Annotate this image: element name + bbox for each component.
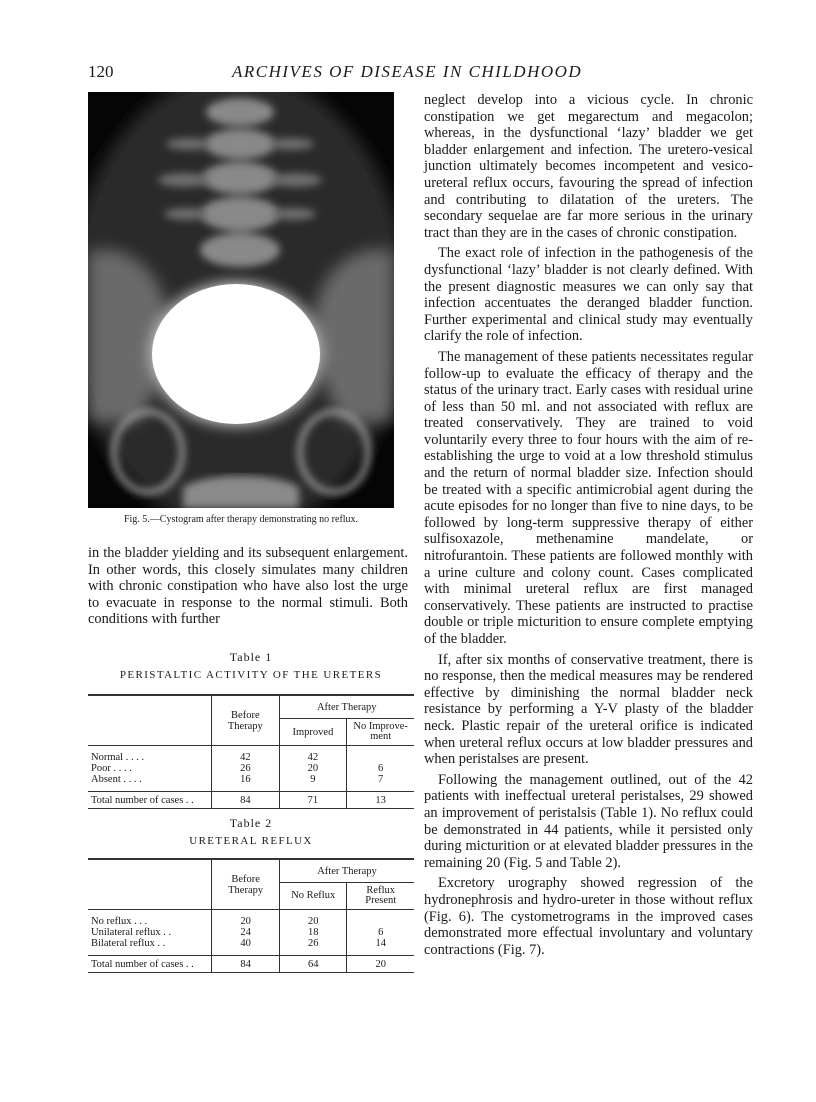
column-header: No Reflux [280, 883, 347, 910]
table-1-grid [88, 694, 414, 809]
column-header: After Therapy [280, 859, 415, 883]
paragraph: The exact role of infection in the pathogenesis of the dysfunctional ‘lazy’ bladder is not clearly defined. With the present diagnostic measures we can only say that infection accentuates the deranged bladder function. Further experimental and clinical study may eventually clarify the role of infection. [424, 245, 753, 345]
column-header: Improved [279, 719, 347, 746]
table-row: Normal . . . . 42 42 [88, 752, 414, 763]
paragraph: in the bladder yielding and its subsequent enlargement. In other words, this closely simulates many children with chronic constipation who have also lost the urge to evacuate in response to the normal stimuli. Both conditions with further [88, 545, 408, 628]
left-column-text [88, 545, 408, 632]
table-total-row: Total number of cases . . 84 71 13 [88, 792, 414, 809]
right-column-text [424, 92, 753, 962]
table-title: URETERAL REFLUX [189, 835, 313, 847]
table-label: Table 1 [229, 650, 273, 664]
table-2 [88, 816, 414, 973]
table-title: PERISTALTIC ACTIVITY OF THE URETERS [119, 669, 383, 681]
table-1 [88, 650, 414, 809]
column-header: Reflux Present [347, 883, 414, 910]
column-header: After Therapy [279, 695, 414, 719]
table-row: Bilateral reflux . . 40 26 14 [88, 938, 414, 949]
column-header: Before Therapy [212, 695, 279, 746]
table-2-grid [88, 858, 414, 973]
running-head: ARCHIVES OF DISEASE IN CHILDHOOD [232, 62, 583, 81]
table-label: Table 2 [229, 816, 273, 830]
paragraph: Following the management outlined, out of the 42 patients with ineffectual ureteral peristalses, 29 showed an improvement of peristalsis (Table 1). No reflux could be demonstrated in 44 patients, while it persisted only during micturition or at elevated bladder pressures in the remaining 20 (Fig. 5 and Table 2). [424, 771, 753, 871]
cystogram-xray-image [88, 92, 394, 508]
table-row: Poor . . . . 26 20 6 [88, 763, 414, 774]
table-total-row: Total number of cases . . 84 64 20 [88, 956, 414, 973]
paragraph: If, after six months of conservative treatment, there is no response, then the medical measures may be rendered effective by diminishing the normal bladder neck resistance by performing a Y-V plasty of the bladder neck. Plastic repair of the ureteral orifice is indicated when ureteral reflux occurs at low bladder pressures and when peristalses are present. [424, 651, 753, 768]
column-header: Before Therapy [212, 859, 280, 910]
paragraph: The management of these patients necessitates regular follow-up to evaluate the efficacy of therapy and the status of the urinary tract. Early cases with residual urine of less than 50 ml. and not associated with reflux are treated conservatively. They are trained to void voluntarily every three to four hours with the aim of re-establishing the urge to void at a low threshold stimulus and the return of normal bladder size. Infection should be treated with a specific antimicrobial agent during the acute episodes for no longer than five to nine days, to be followed by long-term suppressive therapy of either sulfisoxazole, methenamine mandelate, or nitrofurantoin. These patients are followed monthly with a urine culture and colony count. Cases complicated with minimal ureteral reflux are first managed conservatively. These patients are instructed to practise double or triple micturition to ensure complete emptying of the bladder. [424, 348, 753, 647]
page-number: 120 [88, 62, 114, 81]
table-row: No reflux . . . 20 20 [88, 916, 414, 927]
table-row: Unilateral reflux . . 24 18 6 [88, 927, 414, 938]
table-row: Absent . . . . 16 9 7 [88, 774, 414, 785]
figure-caption: Fig. 5.—Cystogram after therapy demonstrating no reflux. [123, 514, 359, 525]
paragraph: neglect develop into a vicious cycle. In chronic constipation we get megarectum and megacolon; whereas, in the dysfunctional ‘lazy’ bladder we get bladder enlargement and infection. The uretero-vesical junction ultimately becomes incompetent and vesico-ureteral reflux occurs, favouring the spread of infection and contributing to dilatation of the ureters. The secondary sequelae are far more serious in the urinary tract than they are in the cases of chronic constipation. [424, 92, 753, 241]
column-header: No Improve-ment [347, 719, 414, 746]
paragraph: Excretory urography showed regression of the hydronephrosis and hydro-ureter in those without reflux (Fig. 6). The cystometrograms in the improved cases demonstrated more effectual involuntary and voluntary contractions (Fig. 7). [424, 875, 753, 958]
